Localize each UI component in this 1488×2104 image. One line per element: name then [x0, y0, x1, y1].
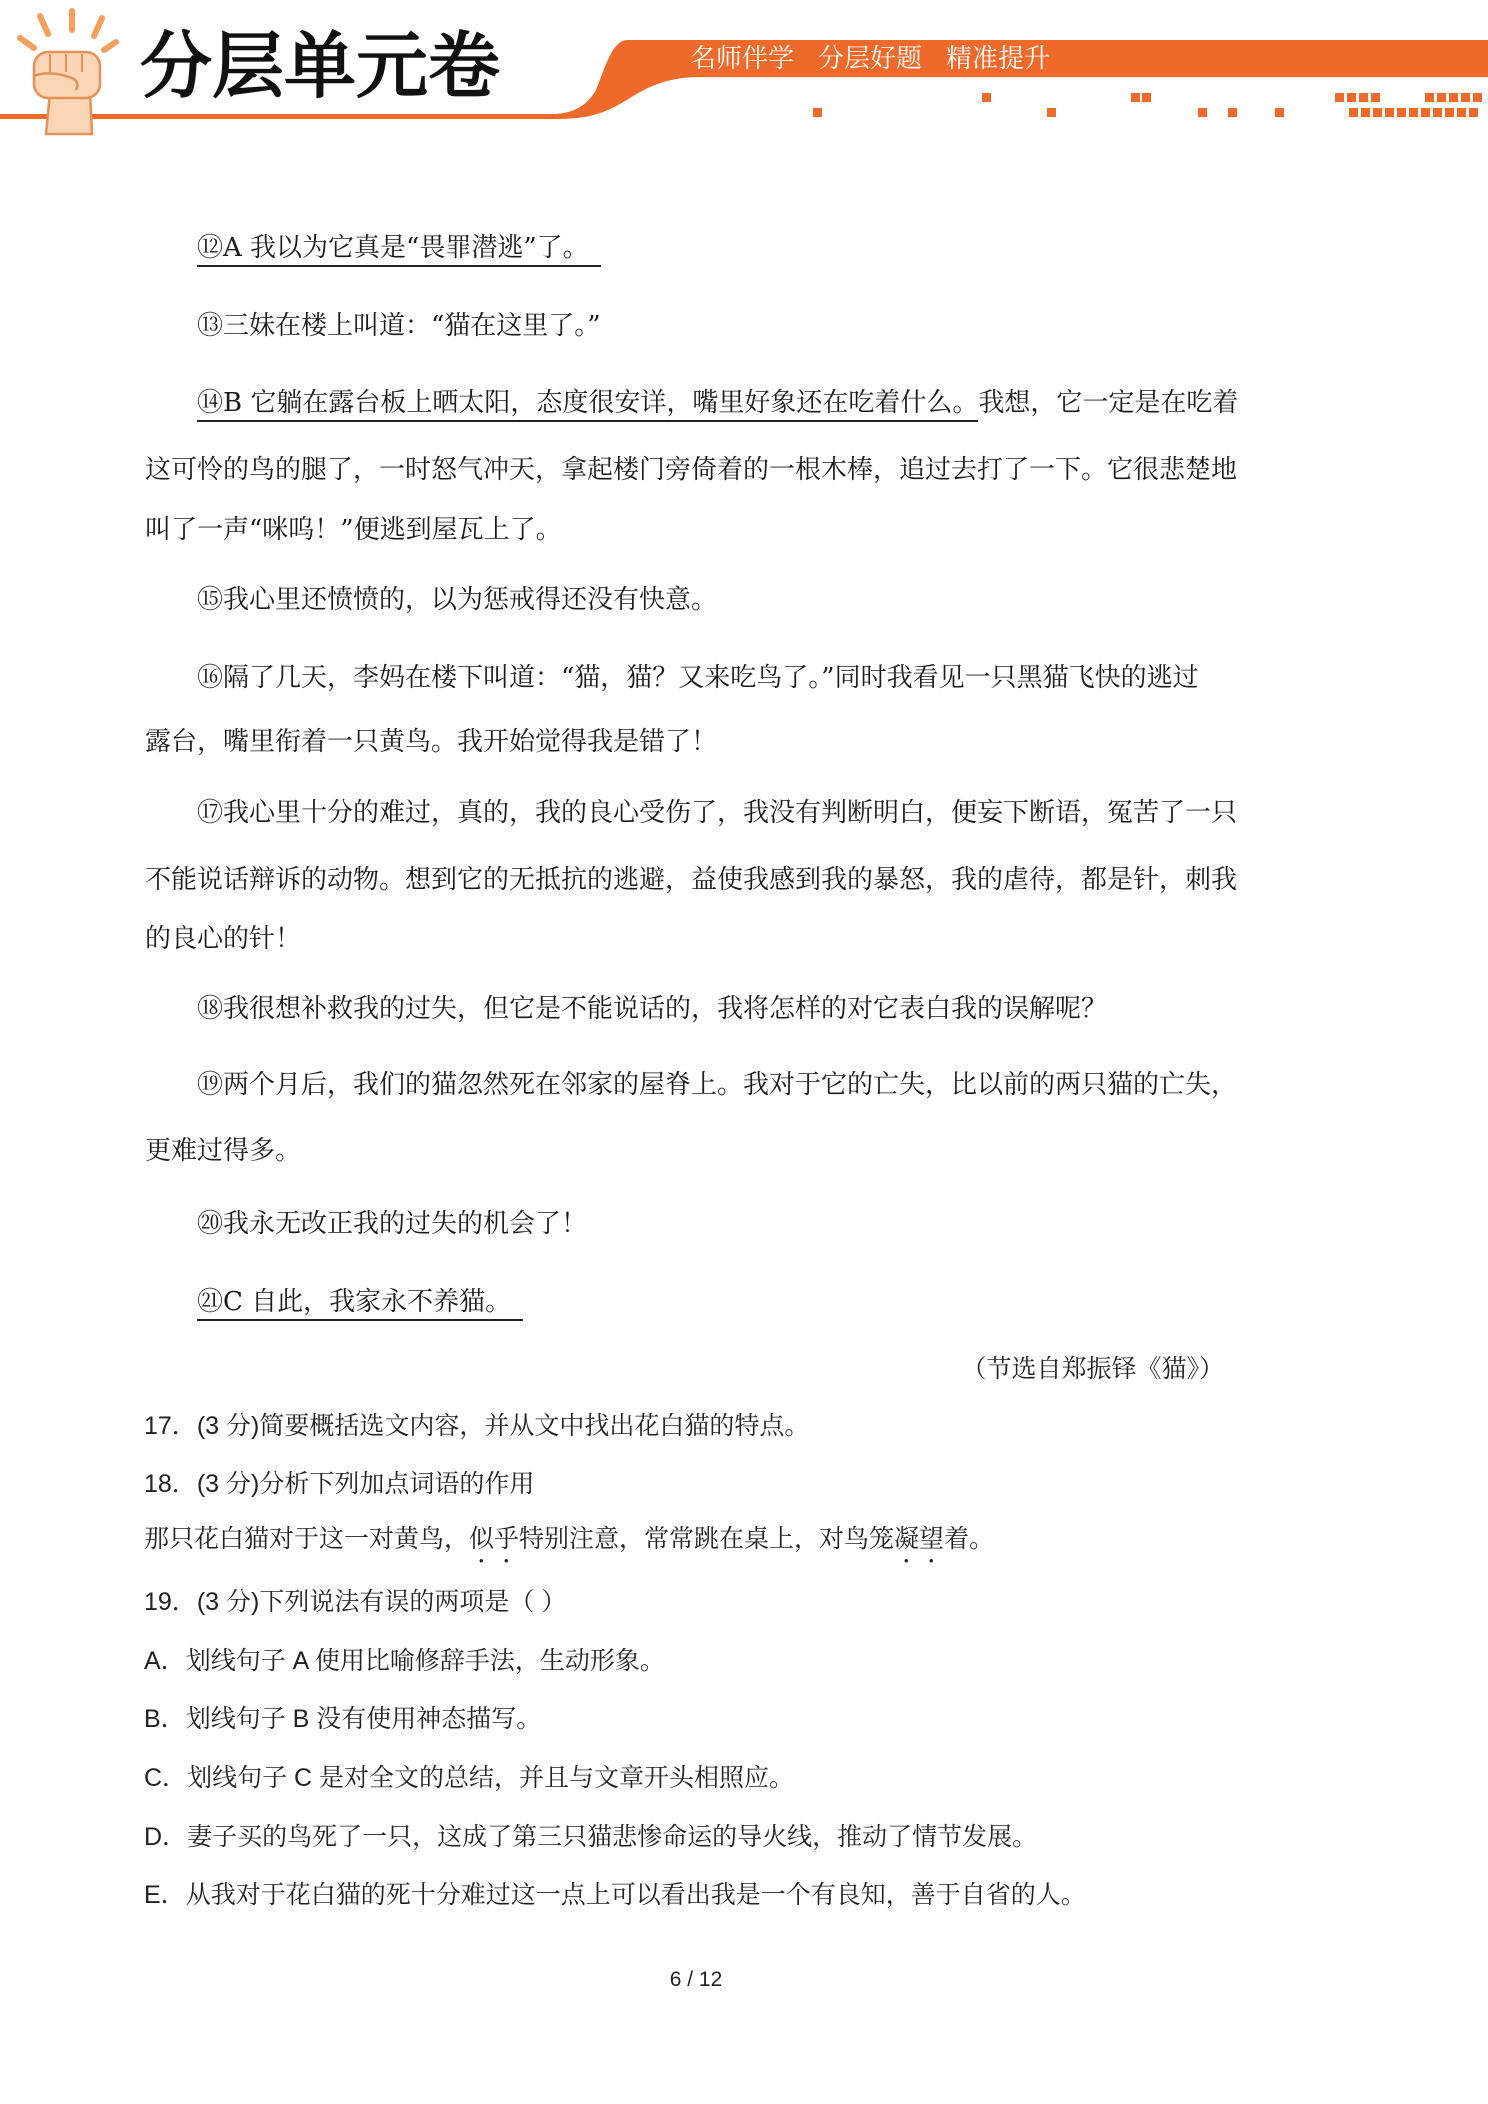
decor-square — [1473, 93, 1482, 102]
option-text: 妻子买的鸟死了一只，这成了第三只猫悲惨命运的导火线，推动了情节发展。 — [187, 1823, 1038, 1851]
decor-square — [1131, 93, 1140, 102]
sentence-part: 特别注意，常常跳在桌上，对鸟笼 — [519, 1525, 895, 1553]
question-19 — [144, 1584, 566, 1620]
question-text: 分析下列加点词语的作用 — [259, 1470, 535, 1498]
decor-square — [1047, 108, 1056, 117]
underlined-sentence-a: ⑫A 我以为它真是“畏罪潜逃”了。 — [197, 231, 601, 267]
passage-line: 露台，嘴里衔着一只黄鸟。我开始觉得我是错了！ — [145, 727, 718, 757]
sentence-part: 着。 — [944, 1525, 995, 1553]
option-d — [144, 1819, 1037, 1855]
fist-rays — [20, 11, 116, 50]
option-text: 划线句子 A 使用比喻修辞手法，生动形象。 — [185, 1647, 665, 1675]
question-text: 下列说法有误的两项是（ ） — [259, 1588, 567, 1616]
emphasized-word: 似乎 — [469, 1525, 520, 1553]
option-e — [144, 1877, 1086, 1913]
option-label: C． — [144, 1764, 188, 1792]
decor-square — [1335, 93, 1344, 102]
passage-line — [197, 385, 1238, 421]
question-18-sentence — [144, 1521, 994, 1557]
passage-line: 叫了一声“咪呜！”便逃到屋瓦上了。 — [145, 515, 562, 545]
fist-ray — [20, 38, 34, 48]
question-number: 18． — [144, 1470, 197, 1498]
slogan: 精准提升 — [946, 44, 1051, 74]
decor-square — [1142, 93, 1151, 102]
decor-square — [1361, 108, 1370, 117]
option-label: B． — [144, 1705, 186, 1733]
question-17 — [144, 1408, 809, 1444]
decor-square — [1228, 108, 1237, 117]
page-number: 6 / 12 — [669, 1968, 723, 1991]
question-number: 19． — [144, 1588, 197, 1616]
decor-square — [1359, 93, 1368, 102]
decor-square — [1373, 108, 1382, 117]
slogan: 名师伴学 — [690, 44, 795, 74]
decor-square — [1198, 108, 1207, 117]
option-label: A． — [144, 1647, 186, 1675]
fist-ray — [94, 18, 102, 36]
question-score: (3 分) — [196, 1412, 260, 1440]
passage-line: 不能说话辩诉的动物。想到它的无抵抗的逃避，益使我感到我的暴怒，我的虐待，都是针，刺我 — [145, 865, 1238, 895]
option-c — [144, 1760, 794, 1796]
option-b — [144, 1701, 541, 1737]
fist-ray — [40, 16, 48, 34]
passage-line: ⑯隔了几天，李妈在楼下叫道：“猫，猫？又来吃鸟了。”同时我看见一只黑猫飞快的逃过 — [197, 663, 1199, 693]
decor-square — [1445, 108, 1454, 117]
passage-line — [197, 1284, 523, 1320]
decor-square — [1397, 108, 1406, 117]
decor-square — [1449, 93, 1458, 102]
decor-square — [1425, 93, 1434, 102]
decor-square — [1469, 108, 1478, 117]
decor-square — [1421, 108, 1430, 117]
header-slogans — [690, 41, 1050, 77]
decor-square — [1371, 93, 1380, 102]
sentence-part: 那只花白猫对于这一对黄鸟， — [144, 1525, 470, 1553]
decorative-squares — [813, 93, 1482, 117]
decor-square — [1457, 108, 1466, 117]
passage-line: ⑱我很想补救我的过失，但它是不能说话的，我将怎样的对它表白我的误解呢？ — [197, 994, 1108, 1024]
decor-square — [1437, 93, 1446, 102]
fist-icon — [10, 8, 122, 136]
decor-square — [1409, 108, 1418, 117]
decor-square — [1433, 108, 1442, 117]
emphasized-word: 凝望 — [894, 1525, 945, 1553]
passage-line: ⑳我永无改正我的过失的机会了！ — [197, 1209, 588, 1239]
option-text: 划线句子 B 没有使用神态描写。 — [185, 1705, 542, 1733]
passage-line — [197, 230, 601, 266]
question-score: (3 分) — [196, 1470, 260, 1498]
decor-square — [982, 93, 991, 102]
passage-line: ⑰我心里十分的难过，真的，我的良心受伤了，我没有判断明白，便妄下断语，冤苦了一只 — [197, 798, 1238, 828]
option-text: 从我对于花白猫的死十分难过这一点上可以看出我是一个有良知，善于自省的人。 — [185, 1881, 1086, 1909]
decor-square — [1461, 93, 1470, 102]
underlined-sentence-b: ⑭B 它躺在露台板上晒太阳，态度很安详，嘴里好象还在吃着什么。 — [197, 386, 978, 422]
slogan: 分层好题 — [818, 44, 923, 74]
passage-text: 我想，它一定是在吃着 — [978, 388, 1239, 418]
option-label: E． — [144, 1881, 186, 1909]
decor-square — [813, 108, 822, 117]
question-18 — [144, 1466, 534, 1502]
passage-line: ⑮我心里还愤愤的，以为惩戒得还没有快意。 — [197, 585, 718, 615]
underlined-sentence-c: ㉑C 自此，我家永不养猫。 — [197, 1285, 523, 1321]
decor-square — [1349, 108, 1358, 117]
passage-source: （节选自郑振铎《猫》） — [961, 1355, 1224, 1383]
option-label: D． — [144, 1823, 188, 1851]
decor-square — [1275, 108, 1284, 117]
question-number: 17． — [144, 1412, 197, 1440]
passage-line: 这可怜的鸟的腿了，一时怒气冲天，拿起楼门旁倚着的一根木棒，追过去打了一下。它很悲楚地 — [145, 455, 1238, 485]
decor-square — [1385, 108, 1394, 117]
option-a — [144, 1643, 665, 1679]
option-text: 划线句子 C 是对全文的总结，并且与文章开头相照应。 — [187, 1764, 795, 1792]
question-text: 简要概括选文内容，并从文中找出花白猫的特点。 — [259, 1412, 810, 1440]
passage-line: 的良心的针！ — [145, 924, 302, 954]
question-score: (3 分) — [196, 1588, 260, 1616]
passage-line: 更难过得多。 — [145, 1136, 302, 1166]
passage-line: ⑲两个月后，我们的猫忽然死在邻家的屋脊上。我对于它的亡失，比以前的两只猫的亡失， — [197, 1070, 1238, 1100]
passage-line: ⑬三妹在楼上叫道：“猫在这里了。” — [197, 311, 601, 341]
page-title: 分层单元卷 — [140, 24, 501, 108]
decor-square — [1347, 93, 1356, 102]
fist-ray — [104, 42, 116, 50]
